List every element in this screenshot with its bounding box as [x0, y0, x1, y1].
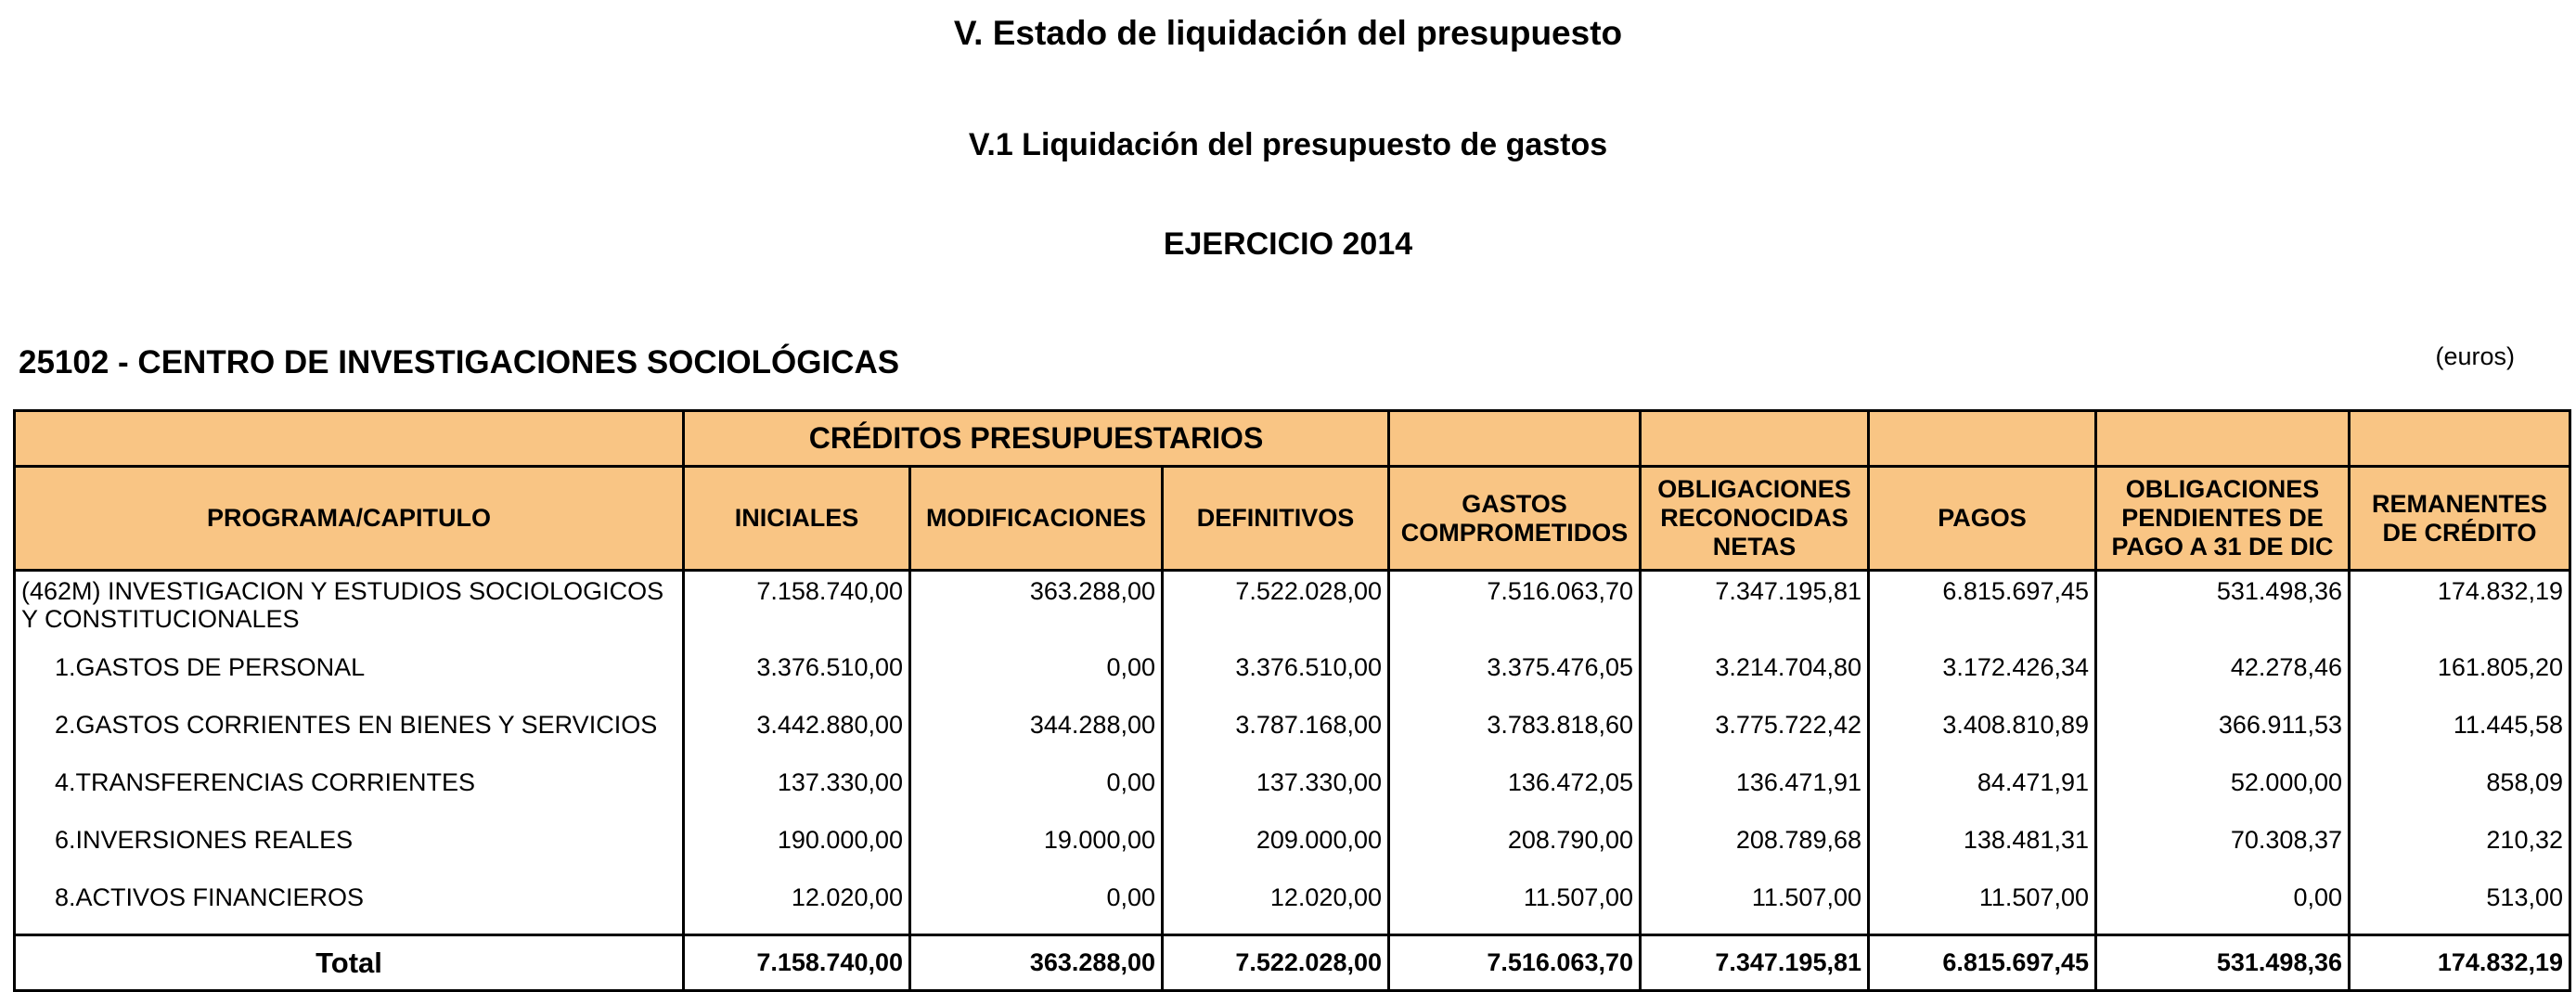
cell-modificaciones: 363.288,00	[910, 571, 1163, 641]
cell-definitivos: 7.522.028,00	[1163, 571, 1389, 641]
total-obligaciones: 7.347.195,81	[1641, 935, 1869, 991]
cell-definitivos: 3.376.510,00	[1163, 640, 1389, 698]
cell-iniciales: 12.020,00	[684, 870, 910, 935]
cell-pendientes: 70.308,37	[2096, 813, 2350, 870]
cell-obligaciones: 3.214.704,80	[1641, 640, 1869, 698]
cell-remanentes: 513,00	[2350, 870, 2570, 935]
table-row	[15, 698, 2570, 755]
cell-modificaciones: 344.288,00	[910, 698, 1163, 755]
table-row	[15, 755, 2570, 813]
col-header-programa: PROGRAMA/CAPITULO	[15, 467, 684, 571]
page-subtitle: V.1 Liquidación del presupuesto de gastos	[968, 127, 1608, 162]
cell-obligaciones: 208.789,68	[1641, 813, 1869, 870]
cell-gastos: 7.516.063,70	[1389, 571, 1641, 641]
cell-iniciales: 190.000,00	[684, 813, 910, 870]
cell-pagos: 3.172.426,34	[1869, 640, 2096, 698]
cell-pendientes: 52.000,00	[2096, 755, 2350, 813]
header-blank-cell	[15, 411, 684, 467]
row-label: 8.ACTIVOS FINANCIEROS	[15, 870, 684, 935]
row-label: 1.GASTOS DE PERSONAL	[15, 640, 684, 698]
total-definitivos: 7.522.028,00	[1163, 935, 1389, 991]
cell-pendientes: 366.911,53	[2096, 698, 2350, 755]
col-header-pendientes: OBLIGACIONES PENDIENTES DE PAGO A 31 DE DIC	[2096, 467, 2350, 571]
page-title: V. Estado de liquidación del presupuesto	[953, 14, 1623, 52]
cell-obligaciones: 3.775.722,42	[1641, 698, 1869, 755]
cell-remanentes: 210,32	[2350, 813, 2570, 870]
cell-iniciales: 3.442.880,00	[684, 698, 910, 755]
cell-gastos: 136.472,05	[1389, 755, 1641, 813]
total-pendientes: 531.498,36	[2096, 935, 2350, 991]
col-header-gastos: GASTOS COMPROMETIDOS	[1389, 467, 1641, 571]
cell-gastos: 208.790,00	[1389, 813, 1641, 870]
cell-obligaciones: 136.471,91	[1641, 755, 1869, 813]
cell-obligaciones: 11.507,00	[1641, 870, 1869, 935]
header-row-group	[15, 411, 2570, 467]
col-header-obligaciones: OBLIGACIONES RECONOCIDAS NETAS	[1641, 467, 1869, 571]
row-label: 2.GASTOS CORRIENTES EN BIENES Y SERVICIOS	[15, 698, 684, 755]
cell-obligaciones: 7.347.195,81	[1641, 571, 1869, 641]
cell-iniciales: 137.330,00	[684, 755, 910, 813]
fiscal-year: EJERCICIO 2014	[1163, 226, 1413, 262]
creditos-group-header: CRÉDITOS PRESUPUESTARIOS	[684, 411, 1389, 467]
total-modificaciones: 363.288,00	[910, 935, 1163, 991]
row-label: 6.INVERSIONES REALES	[15, 813, 684, 870]
cell-modificaciones: 0,00	[910, 870, 1163, 935]
col-header-modificaciones: MODIFICACIONES	[910, 467, 1163, 571]
units-label: (euros)	[2435, 342, 2515, 370]
cell-iniciales: 7.158.740,00	[684, 571, 910, 641]
table-row	[15, 870, 2570, 935]
row-label: (462M) INVESTIGACION Y ESTUDIOS SOCIOLOGICOS Y CONSTITUCIONALES	[15, 571, 684, 641]
cell-definitivos: 3.787.168,00	[1163, 698, 1389, 755]
total-label: Total	[15, 935, 684, 991]
cell-remanentes: 11.445,58	[2350, 698, 2570, 755]
table-row	[15, 571, 2570, 641]
cell-modificaciones: 0,00	[910, 755, 1163, 813]
entity-heading: 25102 - CENTRO DE INVESTIGACIONES SOCIOLÓGICAS	[19, 344, 900, 380]
header-blank-cell	[1641, 411, 1869, 467]
col-header-iniciales: INICIALES	[684, 467, 910, 571]
total-pagos: 6.815.697,45	[1869, 935, 2096, 991]
cell-gastos: 11.507,00	[1389, 870, 1641, 935]
total-iniciales: 7.158.740,00	[684, 935, 910, 991]
cell-pendientes: 531.498,36	[2096, 571, 2350, 641]
header-blank-cell	[1389, 411, 1641, 467]
cell-remanentes: 161.805,20	[2350, 640, 2570, 698]
cell-gastos: 3.375.476,05	[1389, 640, 1641, 698]
table-row	[15, 813, 2570, 870]
header-row-columns	[15, 467, 2570, 571]
table-row	[15, 640, 2570, 698]
col-header-remanentes: REMANENTES DE CRÉDITO	[2350, 467, 2570, 571]
cell-pendientes: 0,00	[2096, 870, 2350, 935]
row-label: 4.TRANSFERENCIAS CORRIENTES	[15, 755, 684, 813]
cell-iniciales: 3.376.510,00	[684, 640, 910, 698]
total-gastos: 7.516.063,70	[1389, 935, 1641, 991]
header-blank-cell	[2096, 411, 2350, 467]
header-blank-cell	[1869, 411, 2096, 467]
cell-pagos: 138.481,31	[1869, 813, 2096, 870]
cell-pagos: 3.408.810,89	[1869, 698, 2096, 755]
header-blank-cell	[2350, 411, 2570, 467]
cell-gastos: 3.783.818,60	[1389, 698, 1641, 755]
cell-definitivos: 137.330,00	[1163, 755, 1389, 813]
cell-modificaciones: 0,00	[910, 640, 1163, 698]
cell-pagos: 84.471,91	[1869, 755, 2096, 813]
cell-modificaciones: 19.000,00	[910, 813, 1163, 870]
cell-pagos: 11.507,00	[1869, 870, 2096, 935]
col-header-definitivos: DEFINITIVOS	[1163, 467, 1389, 571]
col-header-pagos: PAGOS	[1869, 467, 2096, 571]
cell-remanentes: 858,09	[2350, 755, 2570, 813]
total-remanentes: 174.832,19	[2350, 935, 2570, 991]
budget-table	[13, 409, 2571, 992]
cell-definitivos: 12.020,00	[1163, 870, 1389, 935]
cell-remanentes: 174.832,19	[2350, 571, 2570, 641]
cell-definitivos: 209.000,00	[1163, 813, 1389, 870]
cell-pagos: 6.815.697,45	[1869, 571, 2096, 641]
cell-pendientes: 42.278,46	[2096, 640, 2350, 698]
